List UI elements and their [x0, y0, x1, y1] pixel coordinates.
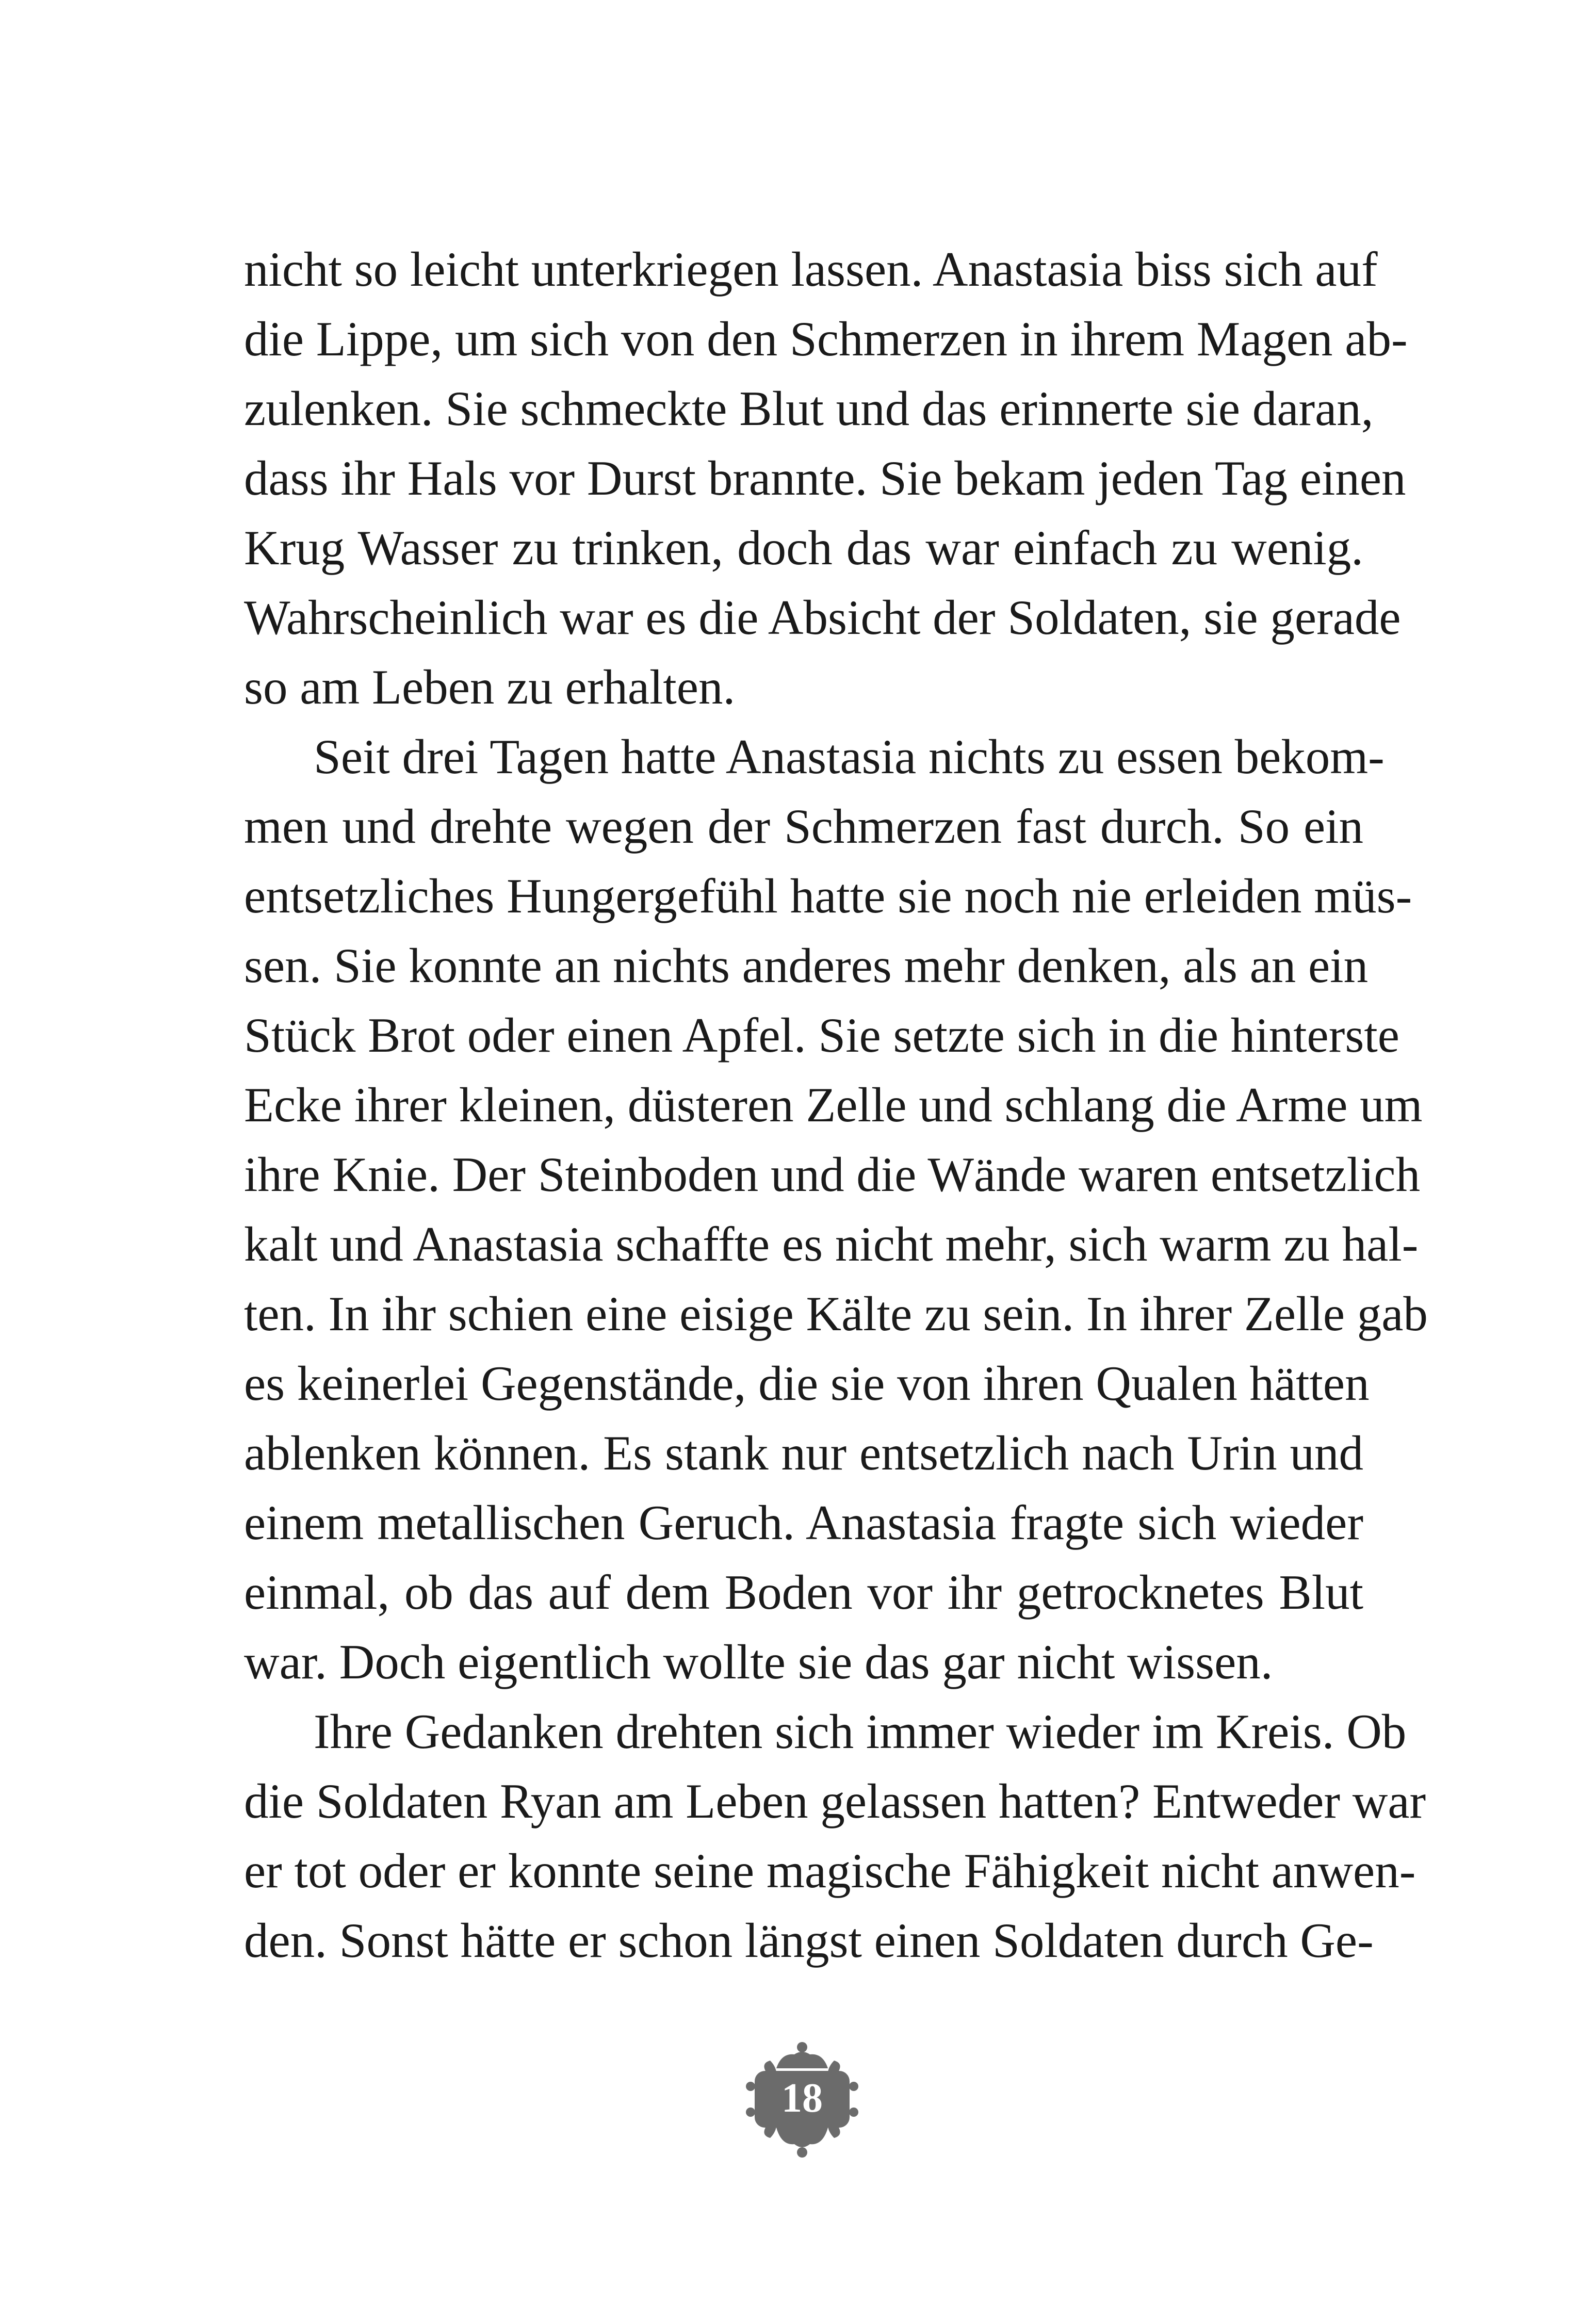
text-line: ten. In ihr schien eine eisige Kälte zu sein. In ihrer Zelle gab — [244, 1286, 1428, 1341]
text-line: Ecke ihrer kleinen, düsteren Zelle und schlang die Arme um — [244, 1077, 1423, 1132]
text-line: ablenken können. Es stank nur entsetzlich nach Urin und — [244, 1426, 1363, 1480]
text-line: entsetzliches Hungergefühl hatte sie noch nie erleiden müs- — [244, 869, 1412, 923]
page-number-ornament — [745, 2040, 859, 2159]
text-line: nicht so leicht unterkriegen lassen. Anastasia biss sich auf — [244, 242, 1378, 297]
text-line: Seit drei Tagen hatte Anastasia nichts zu essen bekom- — [314, 729, 1385, 784]
text-line: einem metallischen Geruch. Anastasia fragte sich wieder — [244, 1495, 1363, 1550]
text-line: Wahrscheinlich war es die Absicht der Soldaten, sie gerade — [244, 590, 1401, 645]
text-line: die Lippe, um sich von den Schmerzen in ihrem Magen ab- — [244, 312, 1408, 366]
text-line: war. Doch eigentlich wollte sie das gar nicht wissen. — [244, 1635, 1273, 1689]
text-line: dass ihr Hals vor Durst brannte. Sie bekam jeden Tag einen — [244, 451, 1406, 505]
text-line: Krug Wasser zu trinken, doch das war einfach zu wenig. — [244, 520, 1363, 575]
body-text — [244, 235, 1428, 1975]
text-line: zulenken. Sie schmeckte Blut und das erinnerte sie daran, — [244, 381, 1374, 436]
text-line: ihre Knie. Der Steinboden und die Wände waren entsetzlich — [244, 1147, 1421, 1202]
text-line: so am Leben zu erhalten. — [244, 660, 736, 714]
text-line: Stück Brot oder einen Apfel. Sie setzte sich in die hinterste — [244, 1008, 1399, 1063]
text-line: die Soldaten Ryan am Leben gelassen hatten? Entweder war — [244, 1774, 1426, 1828]
page-number: 18 — [781, 2076, 823, 2121]
text-line: er tot oder er konnte seine magische Fähigkeit nicht anwen- — [244, 1843, 1416, 1898]
text-line: den. Sonst hätte er schon längst einen Soldaten durch Ge- — [244, 1913, 1374, 1968]
text-line: es keinerlei Gegenstände, die sie von ihren Qualen hätten — [244, 1356, 1370, 1411]
text-line: Ihre Gedanken drehten sich immer wieder im Kreis. Ob — [314, 1704, 1407, 1759]
text-line: sen. Sie konnte an nichts anderes mehr denken, als an ein — [244, 938, 1369, 993]
text-line: men und drehte wegen der Schmerzen fast durch. So ein — [244, 799, 1363, 854]
text-line: kalt und Anastasia schaffte es nicht mehr, sich warm zu hal- — [244, 1217, 1419, 1271]
text-line: einmal, ob das auf dem Boden vor ihr getrocknetes Blut — [244, 1565, 1363, 1620]
